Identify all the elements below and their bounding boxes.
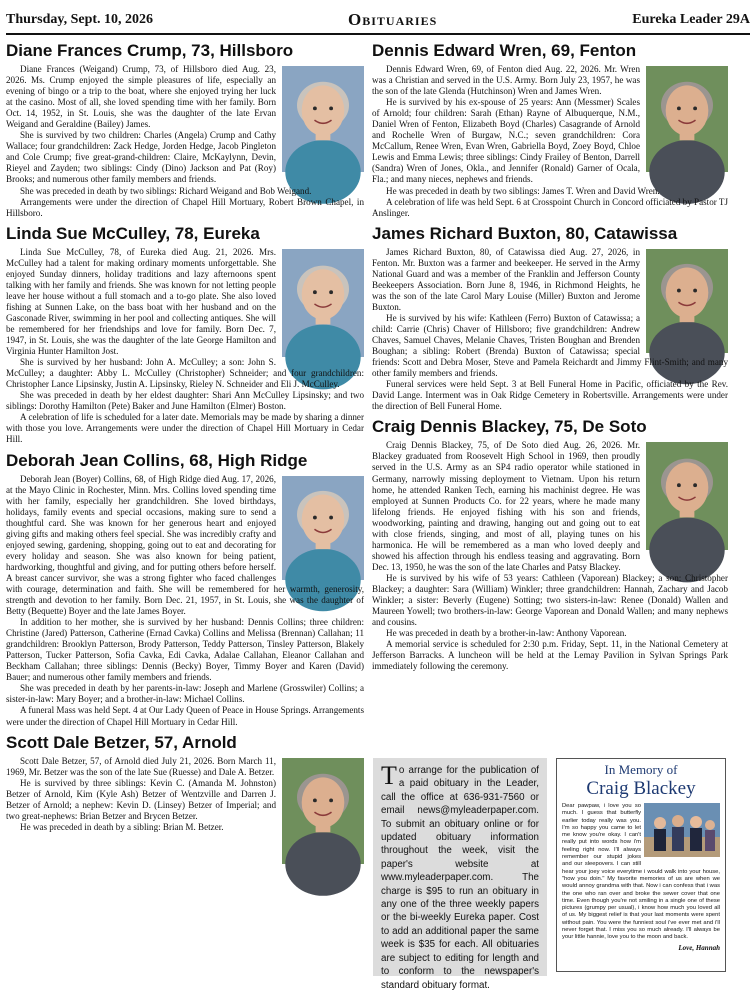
obituary-paragraph: He was preceded in death by two siblings: James T. Wren and David Wren. <box>386 185 660 196</box>
obituary-paragraph: She was preceded in death by her parents-in-law: Joseph and Marlene (Grosswiler) Collins; a sister-in-law: Mary Boyer; and a brother-in-law: Michael Collins. <box>6 683 364 705</box>
obituary-headline: Scott Dale Betzer, 57, Arnold <box>6 732 237 752</box>
obituary-paragraph: A celebration of life was held Sept. 6 at Crosspoint Church in Concord officiated by Pastor TJ Anslinger. <box>372 196 728 218</box>
memorial-name: Craig Blackey <box>586 778 696 799</box>
portrait-photo <box>282 476 364 580</box>
obituary-paragraph: He is survived by his wife of 53 years: Cathleen (Vaporean) Blackey; a son: Christopher Blackey; a daughter: Sara (William) Winkler; three grandchildren: Hannah, Zachary and Jacob Winkler; a sister: Beverly (Eugene) Sotting; two sisters-in-law: Renee (Donald) Wallen and Maureen Yowell; two brothers-in-law: George Vaporean and Donald Wallen; and many nephews and cousins. <box>372 572 728 628</box>
obituary-paragraph: Deborah Jean (Boyer) Collins, 68, of High Ridge died Aug. 17, 2026, at the Mayo Clinic in Rochester, Minn. Mrs. Collins loved spending time with her family, especially her grandchildren. She loved birthdays, holidays, family events and special occasions, making sure to send a thoughtful card. She was known for her generous heart and enjoyed giving gifts and making others feel special. She was incredibly crafty and enjoyed sewing, gardening, shopping, going out to eat and decorating for every holiday and season. She was also known for being patient, hardworking, thoughtful and giving, and for putting others before herself. A breast cancer survivor, she was a strong fighter who faced challenges with courage, determination and faith. She will be remembered for her warmth, generosity, strength and devotion to her family. Born Dec. 21, 1957, in St. Louis, she was the daughter of Betty (Bequette) Boyer and the late James Boyer. <box>6 473 364 617</box>
memorial-ad <box>556 758 726 972</box>
obituary-headline: Linda Sue McCulley, 78, Eureka <box>6 223 260 243</box>
memorial-letter: Dear pawpaw, i love you so much. I guess that butterfly earlier today really was you. I'm so happy you came to let me know you're okay. I can't really put into words how i'm feeling right now. I'll always remember our stupid jokes and our sleepovers. I can still hear your joey voice everytime i would walk into your house, "how you doin." My favorite memories of us are when we would annoy grandma with that. Now i can confess that i was the one who ran over and broke the sewer cover that one time. Even though you're not smiling in a single one of these pictures (grumpy per usual), i know how much you loved all of us. My biggest relief is that your last moments were spent without pain. You were the funniest soul i've ever met and i'll never forget that. I miss you so much already. I'll always be your little hannie, love you to the moon and back. <box>562 803 720 941</box>
header-rule <box>6 33 750 35</box>
issue-date: Thursday, Sept. 10, 2026 <box>6 12 154 27</box>
obituary-paragraph: He was preceded in death by a sibling: Brian M. Betzer. <box>20 821 224 832</box>
obituary-headline: Deborah Jean Collins, 68, High Ridge <box>6 450 308 470</box>
info-text: o arrange for the publication of a paid obituary in the Leader, call the office at 636-931-7560 or email news@myleaderpaper.com. To submit an obituary online or for updated obituary information throughout the week, visit the paper's website at www.myleaderpaper.com. The charge is $95 to run an obituary in any one of the three weekly papers or the bi-weekly Eureka paper. Cost to add an additional paper the same week is $35 for each. All obituaries are subject to editing for length and to conform to the newspaper's standard obituary format. <box>381 765 539 991</box>
right-column <box>372 40 728 676</box>
obituary-paragraph: A celebration of life is scheduled for a later date. Memorials may be made by sharing a dinner with those you love. Arrangements were under the direction of Chapel Hill Mortuary in Cedar Hill. <box>6 412 364 445</box>
memorial-signature: Love, Hannah <box>678 943 720 952</box>
obituary-paragraph: Arrangements were under the direction of Chapel Hill Mortuary, Robert Brown Chapel, in Hillsboro. <box>6 196 364 218</box>
obituary-paragraph: Diane Frances (Weigand) Crump, 73, of Hillsboro died Aug. 23, 2026. Ms. Crump enjoyed the simple pleasures of life, especially an evening of bingo or a trip to the boat, where she enjoyed trying her luck at the casino. Most of all, she loved spending time with her family. Born Oct. 14, 1952, in St. Louis, she was the daughter of the late Ervan Weigand and Geraldine (Bailey) James. <box>6 64 276 130</box>
portrait-photo <box>282 758 364 864</box>
drop-cap: T <box>381 761 397 790</box>
obituary-paragraph: She is survived by two children: Charles (Angela) Crump and Cathy Wallace; four grandchildren: Zack Hedge, Jorden Hedge, Jacob Pingleton and Cole Crump; five great-grand-children: Claire, McKaylynn, Devin, Rieyel and Zayden; two siblings: Cindy (Dino) Jackson and Pat (Roy) Brooks; and numerous other family members and friends. <box>6 130 276 185</box>
portrait-photo <box>646 442 728 550</box>
obituary-paragraph: Dennis Edward Wren, 69, of Fenton died Aug. 22, 2026. Mr. Wren was a Christian and served in the U.S. Army. Born July 23, 1957, he was the son of the late Glenda (Hutchinson) Wren and James Wren. <box>372 64 640 97</box>
obituary <box>6 223 364 446</box>
obituary-paragraph: He was preceded in death by a brother-in-law: Anthony Vaporean. <box>386 628 627 639</box>
obituary-headline: James Richard Buxton, 80, Catawissa <box>372 223 678 243</box>
portrait-photo <box>282 249 364 357</box>
portrait-photo <box>282 66 364 172</box>
obituary-paragraph: He is survived by three siblings: Kevin C. (Amanda M. Johnston) Betzer of Arnold, Kim (Kyle Ash) Betzer of Wentzville and Darren J. Betzer of Arnold; a nephew: Kevin D. (Linsey) Betzer of Imperial; and two great-nephews: Brian Betzer and Brycen Betzer. <box>6 777 276 821</box>
obituary-paragraph: She is survived by her husband: John A. McCulley; a son: John S. McCulley; a daughter: Abby L. McCulley (Christopher) Schneider; and four grandchildren: Christopher Lance Lipsinsky, Justin A. Lipsinsky, Rieley N. Schneider and Eli J. McCulley. <box>6 357 364 390</box>
obituary-info-box <box>373 758 547 991</box>
obituary-paragraph: Linda Sue McCulley, 78, of Eureka died Aug. 21, 2026. Mrs. McCulley had a talent for making ordinary moments unforgettable. She enjoyed Sunday dinners, holiday traditions and lazy afternoons spent talking with her family and friends. She was known for not letting people leave her house without a full stomach and a to-go plate. She also loved fishing at Sunnen Lake, on the bass boat with her husband and on the Gasconade River, swimming in her pool and collecting antiques. She will be remembered for her friendships and love for family. Born Dec. 7, 1947, in St. Louis, she was the daughter of the late George Hamilton and Virginia Hunter Hamilton Jost. <box>6 246 276 357</box>
portrait-photo <box>646 66 728 172</box>
obituary <box>372 40 728 219</box>
obituary-paragraph: He is survived by his ex-spouse of 25 years: Ann (Messmer) Scales of Arnold; four children: Sarah (Ethan) Rayne of Albuquerque, N.M., Daniel Wren of Fenton, Elizabeth Boyd (Charles) Casagrande of Arnold and Rochelle Wren of Burgaw, N.C.; seven grandchildren: Cora McCallum, Renee Wren, Evan Wren, Gabriella Boyd, Zoey Boyd, Chloe Lewis and Emma Lewis; three siblings: Cindy Frailey of Benton, Darrell (Sandra) Wren of Jones, Okla., and Jennifer (Ronald) Garner of Ocala, Fla.; and many nieces, nephews and friends. <box>372 97 640 185</box>
left-column <box>6 40 364 867</box>
obituary-paragraph: Craig Dennis Blackey, 75, of De Soto died Aug. 26, 2026. Mr. Blackey graduated from Roosevelt High School in 1969, then proudly served in the U.S. Army as an SP4 radio operator while stationed in Germany, narrowly missing deployment to Vietnam. Upon his return home, he attended Ranken Tech, earning his machinist degree. He was employed at Sunnen Products Co. for 22 years, where he made many lifelong friends. He enjoyed fishing with his son and friends, woodworking, painting and drawing, hanging out and going out to eat with close friends, singing, and most of all, playing tunes on his harmonica. He will be remembered as a man who loved deeply and showed his affection through his endless teasing and aggravating. Born Dec. 13, 1950, he was the son of the late Charles and Patsy Blackey. <box>372 440 640 572</box>
publication-page: Eureka Leader 29A <box>632 12 750 27</box>
obituary-paragraph: She was preceded in death by her eldest daughter: Shari Ann McCulley Lipsinsky; and two siblings: Dorothy Hamilton (Pete) Baker and June Hamilton (Elmer) Boston. <box>6 390 364 412</box>
family-photo <box>644 803 720 862</box>
section-title: Obituaries <box>348 10 438 29</box>
obituary-paragraph: In addition to her mother, she is survived by her husband: Dennis Collins; three children: Christine (Jared) Patterson, Catherine (Ernad Cavka) Collins and Melissa (Brennan) Callahan; 11 grandchildren: Brooklyn Patterson, Brody Patterson, Teddy Patterson, Tinsley Patterson, Blakely Patterson, Tucker Patterson, Sofia Cavka, Edi Cavka, Adalae Callahan, Eleanor Callahan and Beckham Callahan; three siblings: Dennis (Becky) Boyer, Timmy Boyer and Karen (David) Bauer; and numerous other family members and friends. <box>6 617 364 683</box>
obituary <box>6 450 364 728</box>
obituary-paragraph: He is survived by his wife: Kathleen (Ferro) Buxton of Catawissa; a child: Carrie (Chris) Chaver of Hillsboro; five grandchildren: Andrew Chaves, Samuel Chaves, Melanie Chaves, Tristen Boughan and Brenden Boughan; a sibling: Robert (Brenda) Buxton of Catawissa; special friends: Scott and Debra Moser, Steve and Pamela Reichardt and Jimmy Flint-Smith; and many other family members and friends. <box>372 312 728 379</box>
obituary <box>6 732 364 833</box>
obituary-paragraph: She was preceded in death by two siblings: Richard Weigand and Bob Weigand. <box>20 185 312 196</box>
portrait-photo <box>646 249 728 353</box>
memorial-heading: In Memory of <box>604 762 678 777</box>
obituary-paragraph: A memorial service is scheduled for 2:30 p.m. Friday, Sept. 11, in the National Cemetery at Jefferson Barracks. A luncheon will be held at the Lemay Pavilion in Sylvan Springs Park immediately following the ceremony. <box>372 639 728 672</box>
obituary-headline: Dennis Edward Wren, 69, Fenton <box>372 41 637 60</box>
obituary-paragraph: A funeral Mass was held Sept. 4 at Our Lady Queen of Peace in House Springs. Arrangements were under the direction of Chapel Hill Mortuary in Cedar Hill. <box>6 705 364 727</box>
masthead <box>6 6 750 34</box>
obituary-paragraph: Scott Dale Betzer, 57, of Arnold died July 21, 2026. Born March 11, 1969, Mr. Betzer was the son of the late Sue (Ruesse) and Dale A. Betzer. <box>6 755 276 777</box>
obituary-headline: Craig Dennis Blackey, 75, De Soto <box>372 417 647 437</box>
obituary <box>372 416 728 672</box>
obituary <box>6 40 364 219</box>
obituary-paragraph: James Richard Buxton, 80, of Catawissa died Aug. 27, 2026, in Fenton. Mr. Buxton was a farmer and beekeeper. He served in the Army National Guard and was a member of the Franklin and Jefferson County Beekeepers Association. Born June 8, 1946, in Richmond Heights, he was the son of the late Carol Mary Louise (Miller) Buxton and Jerome Buxton. <box>372 246 640 312</box>
obituary-paragraph: Funeral services were held Sept. 3 at Bell Funeral Home in Pacific, officiated by the Rev. David Lange. Interment was in Oak Ridge Cemetery in Robertsville. Arrangements were under the direction of Bell Funeral Home. <box>372 379 728 412</box>
obituary-headline: Diane Frances Crump, 73, Hillsboro <box>6 41 294 60</box>
obituary <box>372 223 728 413</box>
